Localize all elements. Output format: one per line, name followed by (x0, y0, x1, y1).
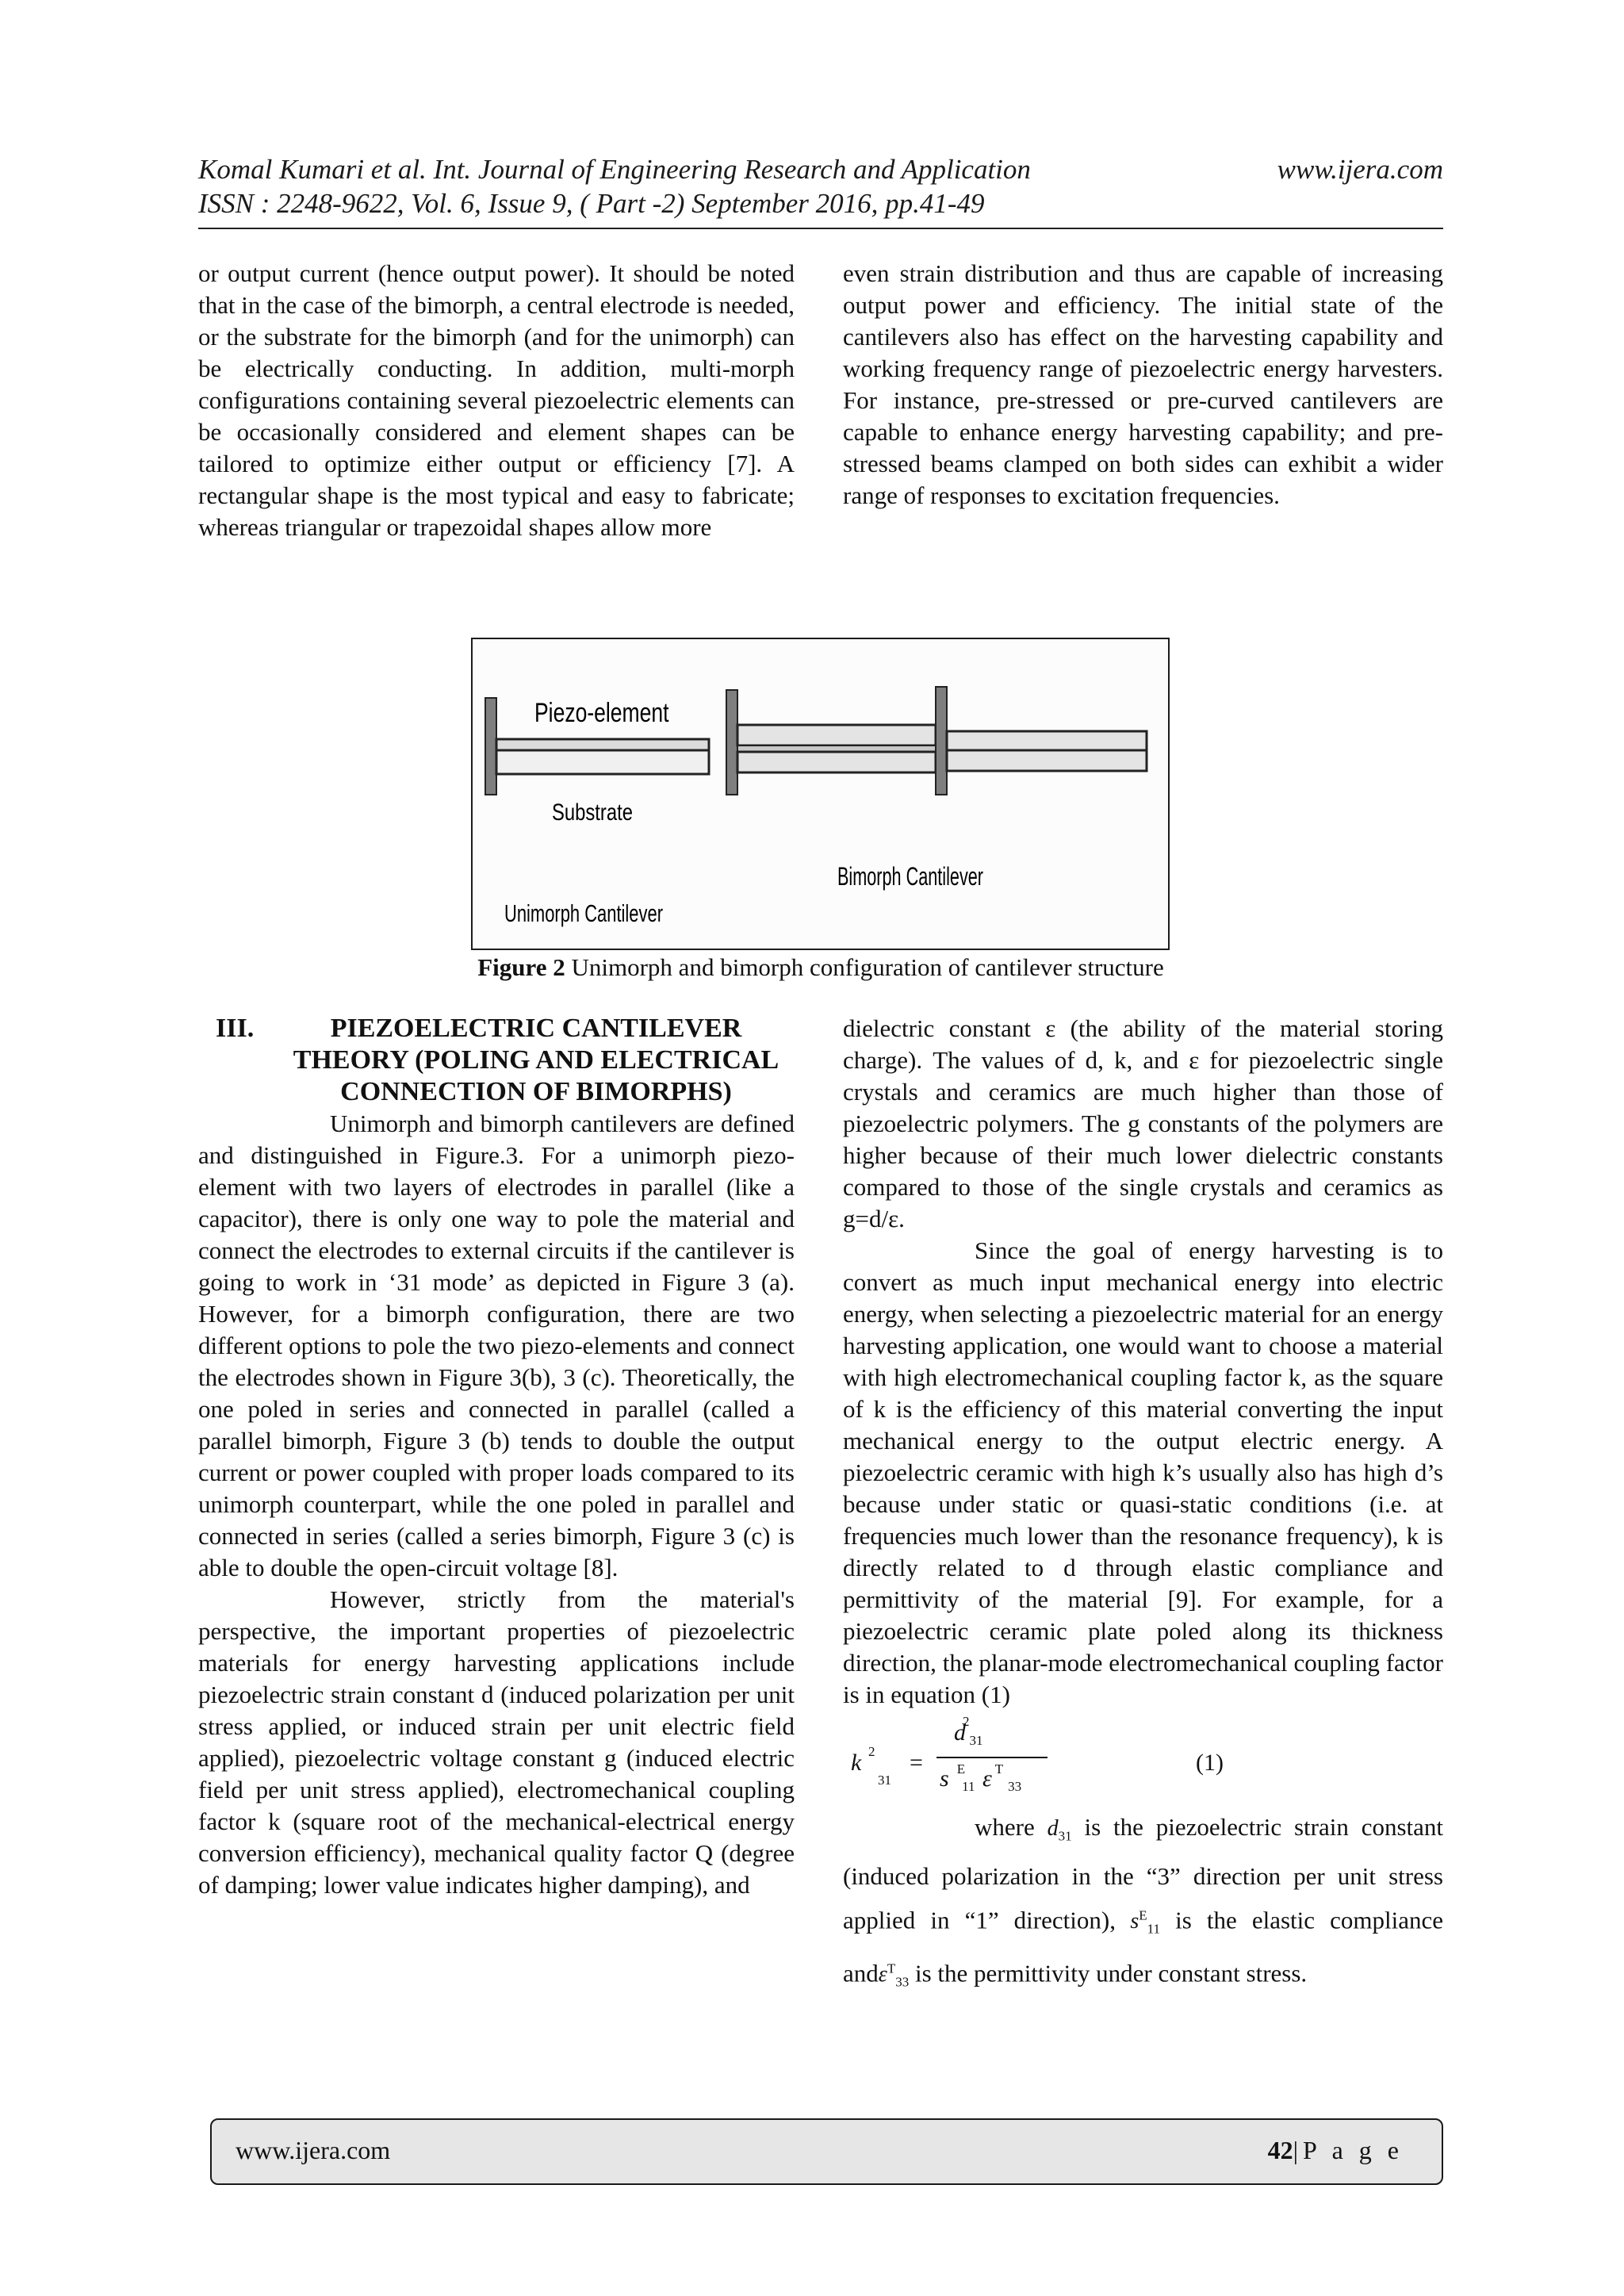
symbol-eps33 (878, 1961, 910, 1990)
eq-k-sup: 2 (868, 1744, 875, 1759)
sym-eps-sub: 33 (895, 1974, 910, 1990)
paragraph: Since the goal of energy harvesting is to convert as much input mechanical energy into electric energy, when selecting a piezoelectric material for an energy harvesting application, one would want to choose a material with high electromechanical coupling factor k, as the square of k is the efficiency of this material converting the input mechanical energy to the output electric energy. A piezoelectric ceramic with high k’s usually also has high d’s because under static or quasi-static conditions (i.e. at frequencies much lower than the resonance frequency), k is directly related to d through elastic compliance and permittivity of the material [9]. For example, for a piezoelectric ceramic plate poled along its thickness direction, the planar-mode electromechanical coupling factor is in equation (1) (843, 1236, 1443, 1708)
label-substrate: Substrate (552, 799, 633, 826)
footer-website[interactable]: www.ijera.com (236, 2136, 391, 2164)
symbol-s11 (1116, 1907, 1160, 1937)
figure-caption (198, 952, 1443, 983)
running-header (198, 152, 1443, 220)
eq-den-eps-sub: 33 (1008, 1779, 1022, 1794)
left-column (198, 1013, 795, 1901)
eq-den-eps: ε (982, 1765, 992, 1792)
section-title: PIEZOELECTRIC CANTILEVER THEORY (POLING AND ELECTRICAL CONNECTION OF BIMORPHS) (293, 1014, 779, 1106)
sym-d-sub: 31 (1058, 1828, 1072, 1844)
sym-s: s (1130, 1908, 1139, 1934)
eq-k: k (851, 1750, 862, 1776)
eq-num-sub: 31 (969, 1733, 983, 1748)
unimorph-clamp (485, 698, 496, 795)
paragraph: However, strictly from the material's perspective, the important properties of piezoelectric materials for energy harvesting applications include piezoelectric strain constant d (induced polarization per unit stress applied, or induced strain per unit electric field applied), piezoelectric voltage constant g (induced electric field per unit stress applied), electromechanical coupling factor k (square root of the mechanical-electrical energy conversion efficiency), mechanical quality factor Q (degree of damping; lower value indicates higher damping), and (198, 1585, 795, 1899)
eq-num-sup: 2 (963, 1714, 970, 1729)
eq-den-s: s (940, 1765, 949, 1792)
eq-numerator (954, 1714, 993, 1752)
sym-eps: ε (878, 1961, 887, 1987)
paragraph: dielectric constant ε (the ability of the material storing charge). The values of d, k, and ε for piezoelectric single crystals and ceramics are much higher than those of piezoelectric polymers. The g constants of the polymers are higher because of their much lower dielectric constants compared to those of the single crystals and ceramics as g=d/ε. (843, 1014, 1443, 1232)
bimorph-1-bottom-layer (737, 752, 936, 772)
bimorph-2-top-layer (947, 731, 1147, 750)
cantilever-diagram-svg (473, 639, 1168, 949)
sym-d: d (1047, 1816, 1059, 1841)
eq-number: (1) (1196, 1750, 1224, 1776)
top-right-column (843, 258, 1443, 512)
text: is the piezoelectric strain constant (induced polarization in the “3” direction per unit stress applied in “1” direction), (843, 1813, 1444, 1934)
text: is the elastic compliance and (843, 1905, 1444, 1987)
page-label: |P a g e (1293, 2136, 1404, 2164)
section-heading (198, 1013, 795, 1108)
paragraph: even strain distribution and thus are capable of increasing output power and efficiency. The initial state of the cantilevers also has effect on the harvesting capability and working frequency range of piezoelectric energy harvesters. For instance, pre-stressed or pre-curved cantilevers are capable to enhance energy harvesting capability; and pre-stressed beams clamped on both sides can exhibit a wider range of responses to excitation frequencies. (843, 259, 1443, 509)
top-left-column (198, 258, 795, 543)
page-footer (210, 2118, 1443, 2185)
eq-lhs (851, 1744, 891, 1788)
eq-fraction-bar (936, 1757, 1048, 1758)
bimorph-1-clamp (726, 690, 737, 795)
eq-k-sub: 31 (878, 1773, 891, 1788)
eq-den-eps-sup: T (994, 1761, 1004, 1777)
bimorph-1-top-layer (737, 725, 936, 746)
bimorph-2-clamp (936, 687, 947, 795)
sym-eps-sup: T (887, 1961, 896, 1976)
figure-cantilever-diagram (471, 638, 1170, 950)
symbol-d31 (1047, 1816, 1072, 1844)
caption-label: Figure 2 (477, 953, 565, 981)
equation-1 (843, 1714, 1443, 1804)
header-citation: Komal Kumari et al. Int. Journal of Engineering Research and Application (198, 154, 1031, 185)
header-divider (198, 228, 1443, 229)
section-number: III. (216, 1014, 255, 1043)
paragraph: Unimorph and bimorph cantilevers are defined and distinguished in Figure.3. For a unimorph piezo-element with two layers of electrodes in parallel (like a capacitor), there is only one way to pole the material and connect the electrodes to external circuits if the cantilever is going to work in ‘31 mode’ as depicted in Figure 3 (a). However, for a bimorph configuration, there are two different options to pole the two piezo-elements and connect the electrodes shown in Figure 3(b), 3 (c). Theoretically, the one poled in series and connected in parallel (called a parallel bimorph, Figure 3 (b) tends to double the output current or power coupled with proper loads compared to its unimorph counterpart, while the one poled in parallel and connected in series (called a series bimorph, Figure 3 (c) is able to double the open-circuit voltage [8]. (198, 1110, 795, 1581)
caption-text: Unimorph and bimorph configuration of cantilever structure (565, 953, 1164, 981)
sym-s-sub: 11 (1147, 1921, 1160, 1937)
bimorph-2-bottom-layer (947, 750, 1147, 771)
sym-s-sup: E (1139, 1907, 1147, 1923)
eq-num-d: d (954, 1719, 966, 1746)
paragraph: or output current (hence output power). It should be noted that in the case of the bimorph, a central electrode is needed, or the substrate for the bimorph (and for the unimorph) can be electrically conducting. In addition, multi-morph configurations containing several piezoelectric elements can be occasionally considered and element shapes can be tailored to optimize either output or efficiency [7]. A rectangular shape is the most typical and easy to fabricate; whereas triangular or trapezoidal shapes allow more (198, 259, 795, 541)
text: is the permittivity under constant stress. (909, 1958, 1308, 1987)
label-unimorph-cantilever: Unimorph Cantilever (504, 899, 663, 927)
eq-equals: = (910, 1750, 923, 1776)
label-piezo-element: Piezo-element (534, 697, 669, 728)
footer-page-number (1268, 2136, 1404, 2165)
label-bimorph-cantilever: Bimorph Cantilever (837, 862, 984, 891)
eq-denominator (940, 1761, 1022, 1798)
paragraph-symbols (843, 1807, 1443, 2002)
page-number: 42 (1267, 2136, 1293, 2164)
right-column (843, 1013, 1443, 2002)
header-website[interactable]: www.ijera.com (1277, 154, 1443, 185)
text: where (975, 1813, 1048, 1841)
unimorph-piezo-layer (496, 739, 709, 750)
unimorph-substrate-layer (496, 750, 709, 774)
header-issn: ISSN : 2248-9622, Vol. 6, Issue 9, ( Part -2) September 2016, pp.41-49 (198, 188, 985, 219)
eq-den-s-sub: 11 (962, 1779, 975, 1794)
eq-den-s-sup: E (956, 1761, 966, 1777)
